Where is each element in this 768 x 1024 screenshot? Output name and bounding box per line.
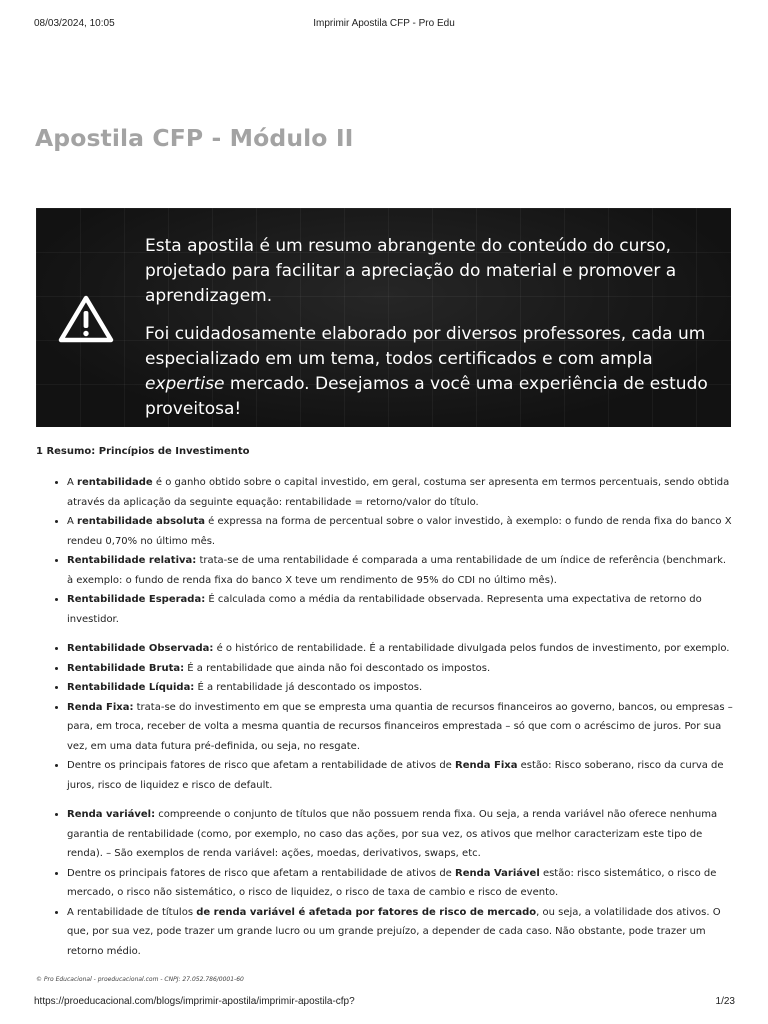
banner-text [145,234,720,422]
list-item: • Rentabilidade Líquida: É a rentabilidade já descontado os impostos. [67,678,734,698]
print-datetime: 08/03/2024, 10:05 [34,18,115,29]
footer-copyright: © Pro Educacional - proeducacional.com - CNPJ: 27.052.786/0001-60 [36,976,244,983]
list-item: • Rentabilidade relativa: trata-se de uma rentabilidade é comparada a uma rentabilidade de um índice de referência (benchmark. à exemplo: o fundo de renda fixa do banco X teve um rendimento de 95% do CDI no último mês). [67,551,734,590]
print-document-title: Imprimir Apostila CFP - Pro Edu [313,18,455,29]
warning-triangle-icon [58,294,114,344]
list-item: • Dentre os principais fatores de risco que afetam a rentabilidade de ativos de Renda Variável estão: risco sistemático, o risco de mercado, o risco não sistemático, o risco de liquidez, o risco de taxa de cambio e risco de evento. [67,864,734,903]
list-item: • Rentabilidade Observada: é o histórico de rentabilidade. É a rentabilidade divulgada pelos fundos de investimento, por exemplo. [67,639,734,659]
notice-banner [36,208,731,427]
summary-list-2 [36,639,734,795]
print-header [0,0,768,30]
list-item: • A rentabilidade é o ganho obtido sobre o capital investido, em geral, costuma ser apresenta em termos percentuais, sendo obtida através da aplicação da seguinte equação: rentabilidade = retorno/valor do título. [67,473,734,512]
list-item: • Rentabilidade Bruta: É a rentabilidade que ainda não foi descontado os impostos. [67,659,734,679]
page-title: Apostila CFP - Módulo II [35,124,354,152]
summary-content [36,473,734,980]
page-number: 1/23 [715,996,735,1007]
print-footer [0,994,768,1014]
summary-list-3 [36,805,734,961]
print-url: https://proeducacional.com/blogs/imprimir-apostila/imprimir-apostila-cfp? [34,996,355,1007]
list-item: • A rentabilidade absoluta é expressa na forma de percentual sobre o valor investido, à exemplo: o fundo de renda fixa do banco X rendeu 0,70% no último mês. [67,512,734,551]
list-item: • A rentabilidade de títulos de renda variável é afetada por fatores de risco de mercado, ou seja, a volatilidade dos ativos. O que, por sua vez, pode trazer um grande lucro ou um grande prejuízo, a depender de cada caso. Não obstante, pode trazer um retorno médio. [67,903,734,962]
summary-list-1 [36,473,734,629]
list-item: • Renda variável: compreende o conjunto de títulos que não possuem renda fixa. Ou seja, a renda variável não oferece nenhuma garantia de rentabilidade (como, por exemplo, no caso das ações, por sua vez, os ativos que melhor caracterizam este tipo de renda). – São exemplos de renda variável: ações, moedas, derivativos, swaps, etc. [67,805,734,864]
list-item: • Rentabilidade Esperada: É calculada como a média da rentabilidade observada. Representa uma expectativa de retorno do investidor. [67,590,734,629]
list-item: • Dentre os principais fatores de risco que afetam a rentabilidade de ativos de Renda Fixa estão: Risco soberano, risco da curva de juros, risco de liquidez e risco de default. [67,756,734,795]
section-heading: 1 Resumo: Princípios de Investimento [36,446,250,457]
banner-paragraph-2: Foi cuidadosamente elaborado por diversos professores, cada um especializado em um tema, todos certificados e com ampla expertise mercado. Desejamos a você uma experiência de estudo proveitosa! [145,324,708,419]
list-item: • Renda Fixa: trata-se do investimento em que se empresta uma quantia de recursos financeiros ao governo, bancos, ou empresas – para, em troca, receber de volta a mesma quantia de recursos financeiros emprestada – só que com o acréscimo de juros. Por sua vez, em uma data futura pré-definida, ou seja, no resgate. [67,698,734,757]
banner-paragraph-1: Esta apostila é um resumo abrangente do conteúdo do curso, projetado para facilitar a apreciação do material e promover a aprendizagem. [145,236,677,306]
